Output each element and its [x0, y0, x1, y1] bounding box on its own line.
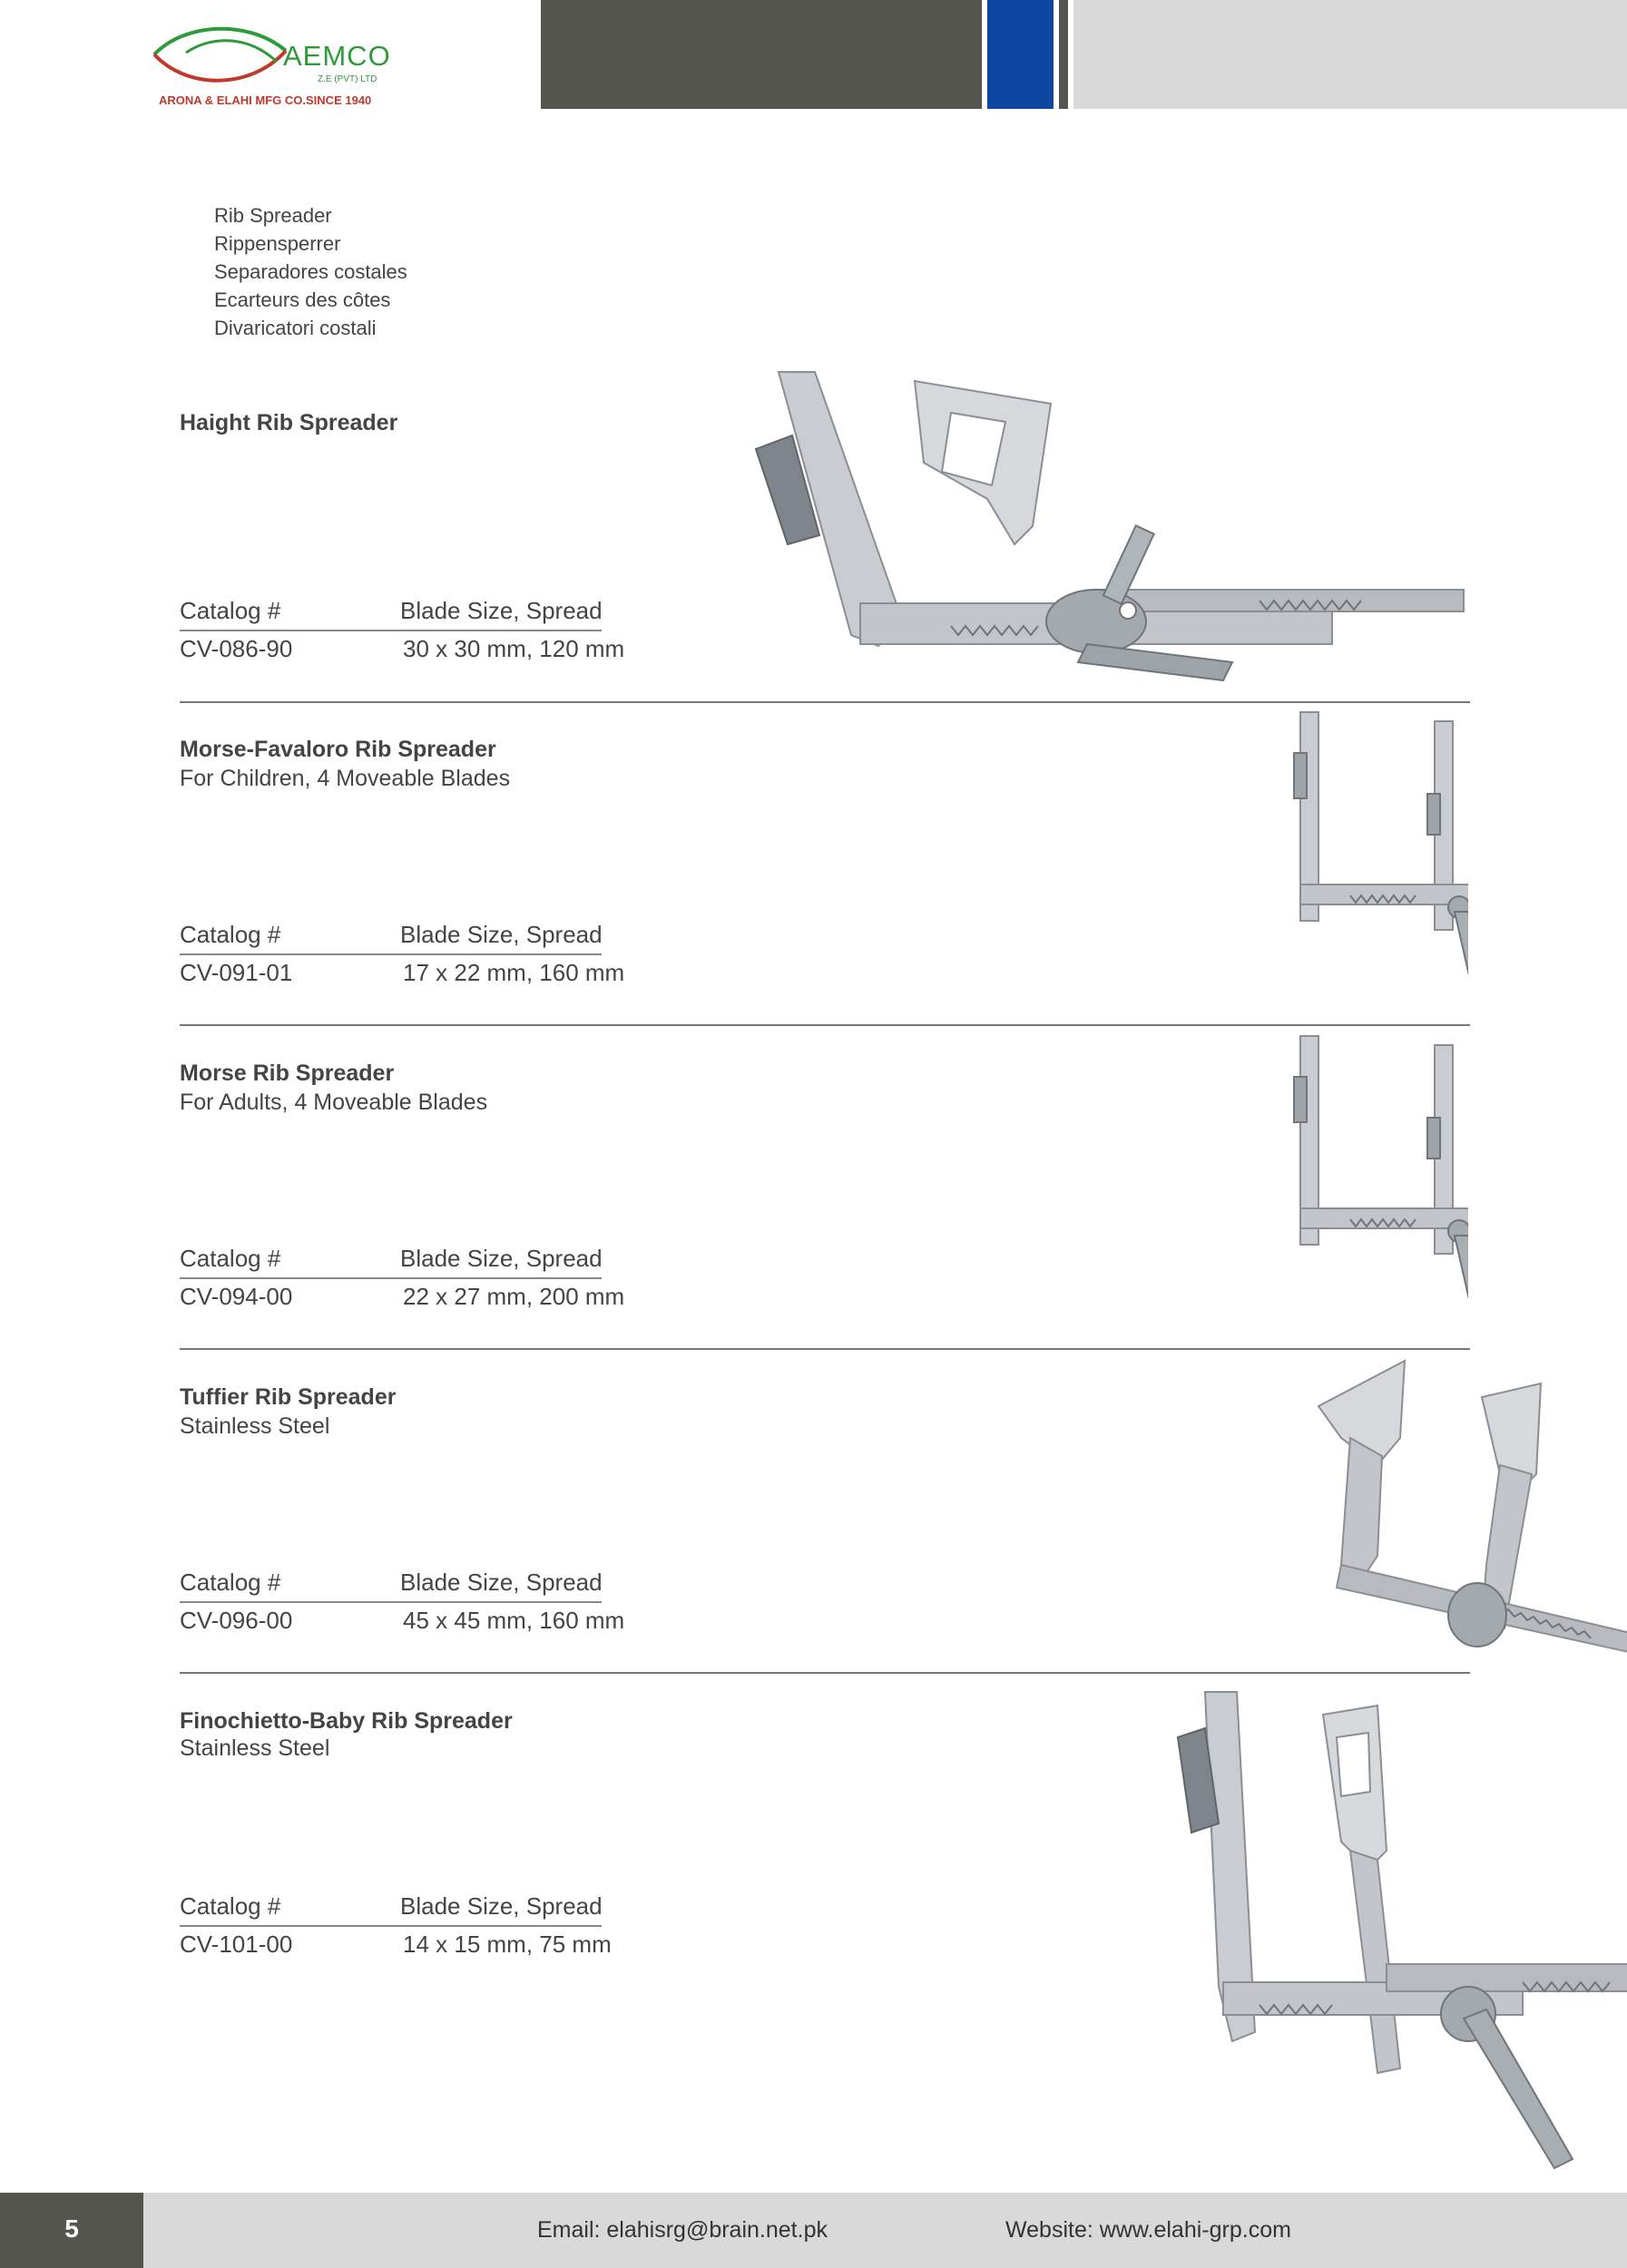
intro-line: Rib Spreader: [214, 204, 332, 227]
product-subtitle: For Adults, 4 Moveable Blades: [180, 1090, 488, 1115]
blade-header: Blade Size, Spread: [400, 1892, 603, 1920]
catalog-number: CV-091-01: [180, 959, 293, 986]
catalog-number: CV-094-00: [180, 1283, 293, 1310]
blade-size: 22 x 27 mm, 200 mm: [403, 1283, 625, 1310]
finochietto-illustration-icon: [1169, 1687, 1627, 2177]
product-subtitle: Stainless Steel: [180, 1735, 330, 1761]
blade-size: 14 x 15 mm, 75 mm: [403, 1931, 612, 1958]
blade-size: 17 x 22 mm, 160 mm: [403, 959, 625, 986]
blade-header: Blade Size, Spread: [400, 1245, 603, 1272]
catalog-header: Catalog #: [180, 1892, 281, 1920]
logo-tagline: ARONA & ELAHI MFG CO.SINCE 1940: [159, 93, 372, 107]
product-title: Finochietto-Baby Rib Spreader: [180, 1708, 513, 1734]
intro-line: Ecarteurs des côtes: [214, 288, 391, 311]
page-number: 5: [64, 2214, 79, 2243]
blade-header: Blade Size, Spread: [400, 921, 603, 948]
product-finochietto-baby: [180, 0, 1470, 2177]
product-subtitle: For Children, 4 Moveable Blades: [180, 766, 511, 791]
footer-email[interactable]: Email: elahisrg@brain.net.pk: [537, 2217, 828, 2243]
blade-size: 30 x 30 mm, 120 mm: [403, 635, 625, 662]
intro-line: Rippensperrer: [214, 232, 341, 255]
catalog-number: CV-086-90: [180, 635, 293, 662]
catalog-header: Catalog #: [180, 597, 281, 624]
intro-line: Divaricatori costali: [214, 317, 377, 339]
catalog-header: Catalog #: [180, 1245, 281, 1272]
catalog-number: CV-096-00: [180, 1607, 293, 1634]
catalog-number: CV-101-00: [180, 1931, 293, 1958]
logo-subtitle: Z.E (PVT) LTD: [318, 74, 377, 84]
intro-line: Separadores costales: [214, 260, 407, 283]
footer-website[interactable]: Website: www.elahi-grp.com: [1005, 2217, 1291, 2243]
blade-header: Blade Size, Spread: [400, 597, 603, 624]
product-title: Haight Rib Spreader: [180, 410, 398, 435]
catalog-header: Catalog #: [180, 921, 281, 948]
product-subtitle: Stainless Steel: [180, 1413, 330, 1439]
product-title: Morse-Favaloro Rib Spreader: [180, 737, 496, 762]
blade-size: 45 x 45 mm, 160 mm: [403, 1607, 625, 1634]
logo-name: AEMCO: [283, 40, 391, 72]
catalog-header: Catalog #: [180, 1569, 281, 1596]
product-title: Tuffier Rib Spreader: [180, 1384, 397, 1410]
blade-header: Blade Size, Spread: [400, 1569, 603, 1596]
product-title: Morse Rib Spreader: [180, 1061, 395, 1086]
header-underline: [180, 1925, 602, 1927]
